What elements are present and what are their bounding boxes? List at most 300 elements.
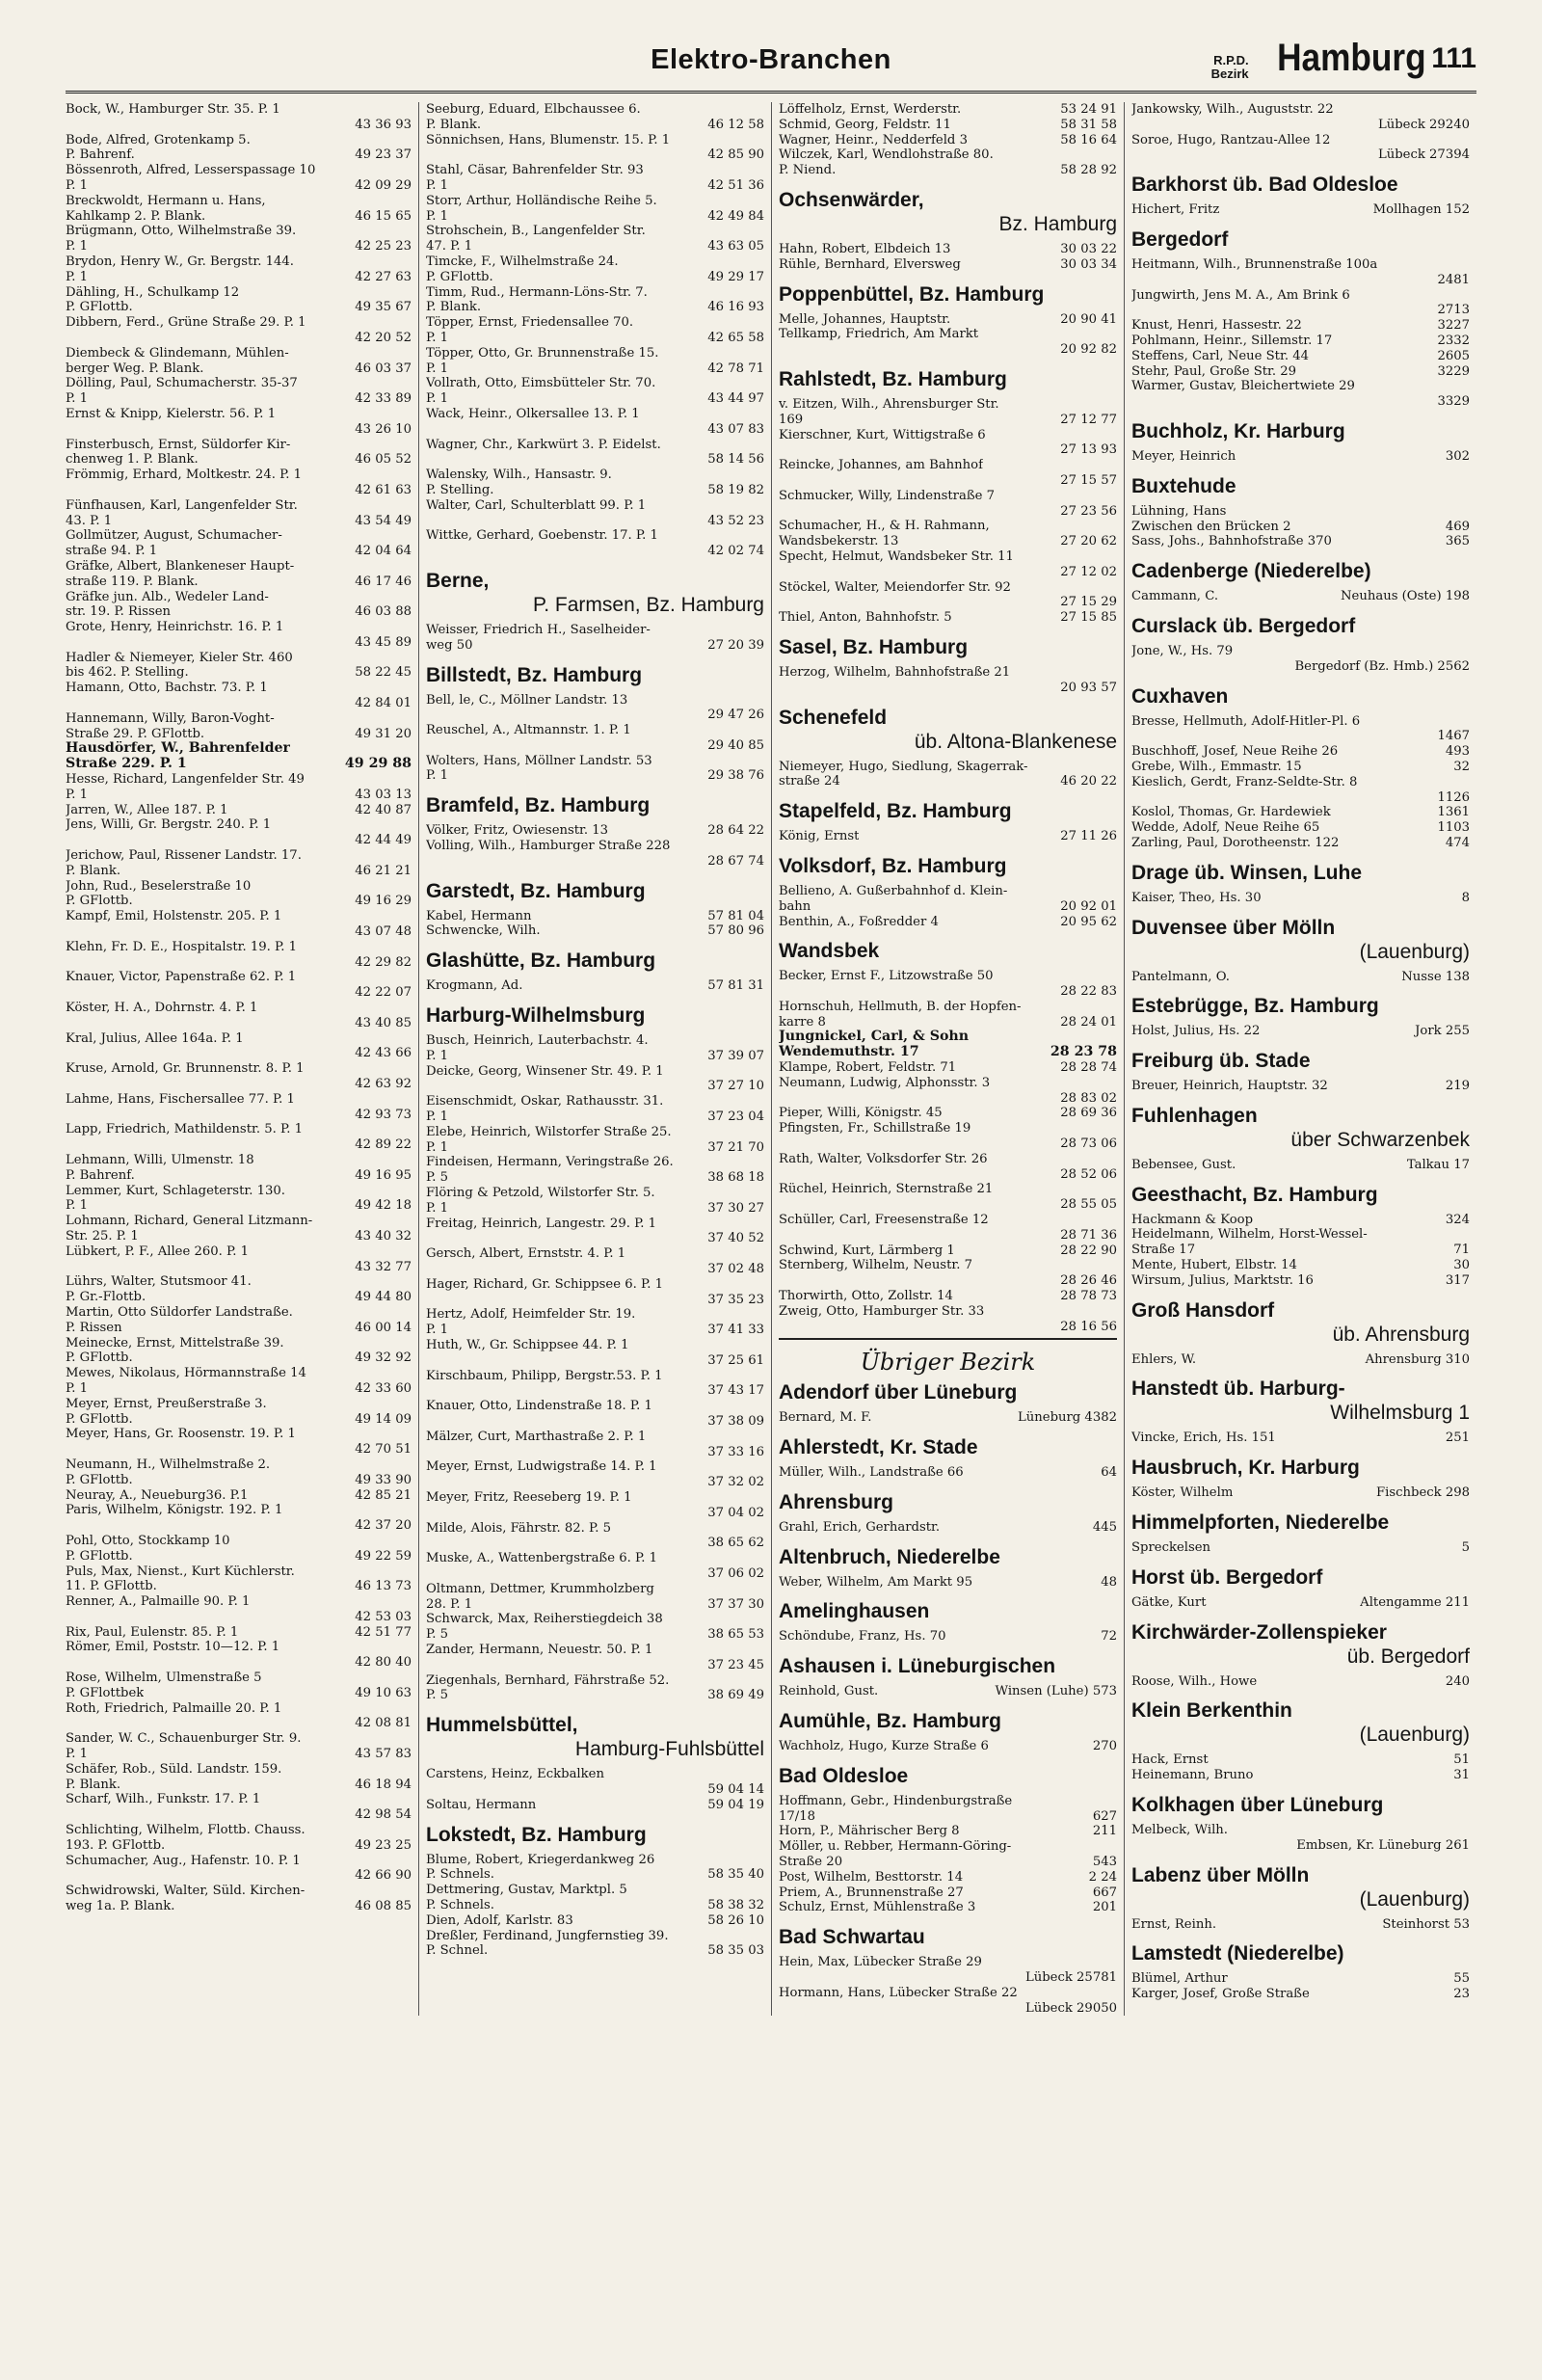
entry-line — [426, 1688, 764, 1703]
entry-text: Roth, Friedrich, Palmaille 20. P. 1 — [66, 1700, 282, 1716]
entry-line — [426, 1459, 764, 1475]
entry-line — [426, 422, 764, 438]
entry-text: Storr, Arthur, Holländische Reihe 5. — [426, 193, 657, 208]
rpd-text: R.P.D. — [1213, 53, 1249, 67]
locality-heading — [426, 663, 764, 687]
entry-text: Dölling, Paul, Schumacherstr. 35-37 — [66, 376, 298, 391]
entry-text: Dreßler, Ferdinand, Jungfernstieg 39. — [426, 1928, 669, 1943]
entry-text: P. Blank. — [426, 117, 482, 132]
entry-text: Seeburg, Eduard, Elbchaussee 6. — [426, 102, 641, 117]
locality-name: Garstedt, Bz. Hamburg — [426, 879, 646, 902]
directory-entry — [426, 254, 764, 285]
directory-entry — [1131, 820, 1470, 836]
phone-number: 46 03 88 — [355, 604, 412, 620]
entry-text: Meinecke, Ernst, Mittelstraße 39. — [66, 1335, 284, 1350]
entry-line — [66, 285, 412, 301]
directory-column — [1124, 102, 1476, 2016]
locality-heading — [779, 1545, 1117, 1569]
phone-number: 42 40 87 — [355, 802, 412, 817]
entry-line — [779, 1684, 1117, 1699]
phone-number: 46 18 94 — [355, 1777, 412, 1792]
entry-line — [1131, 118, 1470, 133]
entry-line — [779, 1030, 1117, 1045]
directory-entry — [779, 760, 1117, 790]
entry-line — [779, 1629, 1117, 1645]
entry-line — [66, 1229, 412, 1244]
entry-line — [779, 681, 1117, 696]
locality-name: Estebrügge, Bz. Hamburg — [1131, 995, 1379, 1018]
locality-heading — [1131, 1377, 1470, 1425]
directory-entry — [426, 163, 764, 194]
directory-entry — [1131, 133, 1470, 164]
entry-text: Brydon, Henry W., Gr. Bergstr. 144. — [66, 254, 294, 269]
directory-entry — [426, 224, 764, 254]
entry-text: Vincke, Erich, Hs. 151 — [1131, 1431, 1276, 1446]
locality-heading — [779, 1764, 1117, 1788]
entry-text: Heinemann, Bruno — [1131, 1768, 1254, 1783]
entry-line — [426, 909, 764, 924]
entry-text: Hamann, Otto, Bachstr. 73. P. 1 — [66, 681, 268, 696]
entry-text: Melle, Johannes, Hauptstr. — [779, 311, 951, 327]
entry-line — [66, 468, 412, 483]
phone-number: 27 15 57 — [1060, 472, 1117, 488]
entry-line — [1131, 504, 1470, 520]
entry-text: Milde, Alois, Fährstr. 82. P. 5 — [426, 1520, 611, 1536]
entry-text: Jone, W., Hs. 79 — [1131, 643, 1234, 658]
directory-entry — [779, 1824, 1117, 1839]
phone-number: 270 — [1092, 1739, 1117, 1753]
directory-entry — [779, 915, 1117, 930]
locality-heading — [1131, 1565, 1470, 1590]
entry-line — [779, 1091, 1117, 1107]
phone-number: 49 32 92 — [355, 1350, 412, 1366]
directory-entry — [779, 1684, 1117, 1699]
phone-number: Ahrensburg 310 — [1365, 1351, 1470, 1367]
entry-text: Lührs, Walter, Stutsmoor 41. — [66, 1274, 252, 1290]
entry-line — [66, 1001, 412, 1016]
entry-text: Soltau, Hermann — [426, 1797, 537, 1812]
entry-line — [426, 1597, 764, 1613]
entry-line — [66, 376, 412, 391]
directory-entry — [66, 315, 412, 346]
entry-text: Niemeyer, Hugo, Siedlung, Skagerrak- — [779, 759, 1028, 774]
directory-entry — [66, 1503, 412, 1534]
directory-entry — [66, 1427, 412, 1457]
entry-text: Zwischen den Brücken 2 — [1131, 519, 1291, 534]
phone-number: 28 69 36 — [1060, 1106, 1117, 1121]
entry-line — [426, 438, 764, 453]
entry-line — [1131, 349, 1470, 364]
entry-text: Muske, A., Wattenbergstraße 6. P. 1 — [426, 1551, 657, 1566]
entry-text: Rix, Paul, Eulenstr. 85. P. 1 — [66, 1624, 239, 1640]
entry-text: Zweig, Otto, Hamburger Str. 33 — [779, 1303, 985, 1319]
locality-subline: (Lauenburg) — [1359, 1887, 1470, 1911]
directory-entry — [779, 1739, 1117, 1754]
directory-entry — [66, 1305, 412, 1336]
entry-line — [1131, 1752, 1470, 1768]
entry-text: Priem, A., Brunnenstraße 27 — [779, 1885, 964, 1900]
locality-heading — [779, 1380, 1117, 1404]
entry-line — [66, 178, 412, 194]
directory-entry — [779, 969, 1117, 1000]
phone-number: 211 — [1092, 1824, 1117, 1839]
directory-entry — [779, 1520, 1117, 1536]
entry-text: 28. P. 1 — [426, 1596, 473, 1612]
entry-line — [426, 1155, 764, 1170]
entry-text: Pantelmann, O. — [1131, 969, 1230, 984]
phone-number: Winsen (Luhe) 573 — [995, 1684, 1117, 1699]
entry-line — [779, 1575, 1117, 1591]
entry-text: Hager, Richard, Gr. Schippsee 6. P. 1 — [426, 1276, 663, 1292]
phone-number: 42 49 84 — [707, 208, 764, 224]
entry-text: Kampf, Emil, Holstenstr. 205. P. 1 — [66, 909, 282, 924]
locality-name: Kirchwärder-Zollenspieker — [1131, 1620, 1387, 1644]
directory-entry — [426, 1521, 764, 1552]
entry-text: Hoffmann, Gebr., Hindenburgstraße — [779, 1793, 1013, 1808]
entry-line — [66, 254, 412, 270]
phone-number: 43 32 77 — [355, 1259, 412, 1274]
entry-line — [426, 1293, 764, 1308]
entry-line — [66, 1640, 412, 1655]
entry-line — [1131, 1971, 1470, 1987]
directory-entry — [1131, 805, 1470, 820]
entry-line — [66, 407, 412, 422]
phone-number: 37 33 16 — [707, 1444, 764, 1459]
entry-line — [1131, 1917, 1470, 1933]
entry-line — [66, 1762, 412, 1778]
directory-entry — [66, 407, 412, 438]
entry-line — [779, 595, 1117, 610]
phone-number: 49 10 63 — [355, 1685, 412, 1700]
locality-heading — [1131, 1511, 1470, 1535]
entry-line — [779, 1320, 1117, 1335]
entry-text: P. Schnel. — [426, 1943, 489, 1959]
entry-line — [66, 209, 412, 225]
entry-line — [66, 1305, 412, 1321]
entry-line — [1131, 379, 1470, 394]
locality-name: Wandsbek — [779, 940, 880, 963]
entry-text: P. 1 — [426, 1139, 448, 1155]
directory-entry — [426, 1643, 764, 1673]
directory-entry — [1131, 334, 1470, 349]
phone-number: 42 65 58 — [707, 330, 764, 345]
entry-line — [426, 239, 764, 254]
entry-text: Elebe, Heinrich, Wilstorfer Straße 25. — [426, 1124, 672, 1139]
entry-line — [1131, 1273, 1470, 1289]
entry-text: Köster, H. A., Dohrnstr. 4. P. 1 — [66, 1001, 258, 1016]
entry-text: P. GFlottb. — [66, 1411, 133, 1427]
entry-text: P. Rissen — [66, 1320, 122, 1335]
directory-entry — [66, 102, 412, 133]
entry-text: 17/18 — [779, 1808, 816, 1824]
directory-entry — [779, 884, 1117, 915]
directory-entry — [66, 879, 412, 910]
directory-entry — [779, 1258, 1117, 1289]
entry-text: Pfingsten, Fr., Schillstraße 19 — [779, 1121, 971, 1137]
locality-heading — [1131, 1698, 1470, 1747]
phone-number: 46 00 14 — [355, 1320, 412, 1335]
entry-line — [426, 1627, 764, 1643]
phone-number: 49 23 25 — [355, 1837, 412, 1853]
locality-heading — [1131, 1104, 1470, 1152]
phone-number: Nusse 138 — [1401, 969, 1470, 984]
entry-text: Schöndube, Franz, Hs. 70 — [779, 1629, 946, 1645]
entry-line — [1131, 318, 1470, 334]
entry-text: Mälzer, Curt, Marthastraße 2. P. 1 — [426, 1429, 647, 1444]
entry-text: P. 1 — [426, 208, 448, 224]
entry-line — [66, 757, 412, 772]
entry-line — [426, 723, 764, 738]
entry-line — [426, 224, 764, 239]
entry-line — [66, 1838, 412, 1854]
entry-text: Gräfke jun. Alb., Wedeler Land- — [66, 589, 269, 604]
phone-number: 59 04 19 — [707, 1797, 764, 1812]
entry-line — [1131, 891, 1470, 906]
entry-text: Mente, Hubert, Elbstr. 14 — [1131, 1258, 1297, 1273]
directory-entry — [426, 839, 764, 869]
directory-entry — [66, 1731, 412, 1762]
section-title: Elektro-Branchen — [651, 44, 891, 75]
phone-number: 27 20 39 — [707, 637, 764, 653]
entry-line — [426, 768, 764, 784]
entry-line — [1131, 534, 1470, 549]
directory-entry — [426, 1399, 764, 1430]
entry-line — [66, 727, 412, 742]
entry-line — [426, 1110, 764, 1125]
entry-text: Wack, Heinr., Ölkersallee 13. P. 1 — [426, 406, 640, 421]
entry-line — [1131, 1595, 1470, 1611]
entry-line — [66, 1427, 412, 1442]
locality-heading — [779, 706, 1117, 754]
phone-number: 37 40 52 — [707, 1231, 764, 1246]
phone-number: 28 24 01 — [1060, 1014, 1117, 1030]
entry-line — [66, 118, 412, 133]
phone-number: 58 35 40 — [707, 1867, 764, 1883]
directory-entry — [426, 407, 764, 438]
phone-number: 57 81 31 — [707, 978, 764, 994]
entry-text: 11. P. GFlottb. — [66, 1579, 157, 1594]
locality-heading — [426, 949, 764, 973]
phone-number: 58 19 82 — [707, 482, 764, 497]
entry-text: Specht, Helmut, Wandsbeker Str. 11 — [779, 548, 1014, 564]
entry-line — [426, 1140, 764, 1156]
entry-line — [66, 1518, 412, 1534]
entry-text: P. 5 — [426, 1688, 448, 1703]
entry-line — [66, 1823, 412, 1838]
entry-line — [66, 788, 412, 803]
phone-number: 42 25 23 — [355, 239, 412, 254]
entry-line — [66, 955, 412, 971]
directory-entry — [66, 285, 412, 316]
directory-entry — [1131, 1917, 1470, 1933]
locality-heading — [779, 1599, 1117, 1623]
locality-heading — [1131, 861, 1470, 885]
entry-text: König, Ernst — [779, 829, 860, 844]
entry-text: Hadler & Niemeyer, Kieler Str. 460 — [66, 650, 293, 665]
directory-entry — [779, 257, 1117, 273]
entry-line — [66, 681, 412, 696]
directory-entry — [426, 1582, 764, 1613]
entry-line — [426, 1582, 764, 1597]
phone-number: 71 — [1453, 1243, 1470, 1258]
entry-line — [426, 1767, 764, 1782]
directory-entry — [1131, 836, 1470, 851]
entry-text: Bernard, M. F. — [779, 1410, 872, 1426]
directory-entry — [66, 1625, 412, 1641]
entry-line — [66, 620, 412, 635]
entry-line — [779, 163, 1117, 178]
entry-line — [66, 438, 412, 453]
entry-line — [66, 817, 412, 833]
entry-line — [426, 361, 764, 377]
entry-text: Walensky, Wilh., Hansastr. 9. — [426, 468, 612, 483]
phone-number: 1126 — [1437, 789, 1470, 805]
directory-entry — [426, 1430, 764, 1460]
entry-text: Becker, Ernst F., Litzowstraße 50 — [779, 969, 994, 984]
phone-number: 53 24 91 — [1060, 102, 1117, 117]
phone-number: 57 80 96 — [707, 923, 764, 939]
entry-text: Freitag, Heinrich, Langestr. 29. P. 1 — [426, 1216, 657, 1231]
entry-line — [66, 803, 412, 818]
phone-number: 37 35 23 — [707, 1292, 764, 1307]
directory-entry — [426, 1155, 764, 1186]
locality-heading — [426, 879, 764, 903]
phone-number: 20 92 82 — [1060, 342, 1117, 358]
locality-heading — [1131, 1456, 1470, 1480]
entry-line — [66, 1092, 412, 1108]
entry-line — [66, 1153, 412, 1168]
directory-entry — [779, 549, 1117, 580]
entry-text: Gätke, Kurt — [1131, 1594, 1207, 1610]
locality-name: Geesthacht, Bz. Hamburg — [1131, 1183, 1378, 1206]
phone-number: Neuhaus (Oste) 198 — [1341, 589, 1470, 604]
entry-line — [426, 623, 764, 638]
phone-number: 493 — [1445, 744, 1470, 760]
entry-text: Martin, Otto Süldorfer Landstraße. — [66, 1304, 293, 1320]
locality-heading — [779, 635, 1117, 659]
entry-line — [426, 1566, 764, 1582]
entry-text: Kruse, Arnold, Gr. Brunnenstr. 8. P. 1 — [66, 1061, 305, 1077]
locality-name: Hausbruch, Kr. Harburg — [1131, 1457, 1360, 1480]
page-number: 111 — [1431, 42, 1476, 74]
phone-number: 20 95 62 — [1060, 914, 1117, 929]
phone-number: 43 03 13 — [355, 787, 412, 802]
entry-text: Weisser, Friedrich H., Saselheider- — [426, 622, 651, 637]
entry-line — [779, 1970, 1117, 1986]
directory-entry — [66, 1594, 412, 1625]
locality-name: Billstedt, Bz. Hamburg — [426, 663, 643, 686]
entry-line — [66, 1594, 412, 1610]
phone-number: 43 07 83 — [707, 421, 764, 437]
entry-line — [779, 257, 1117, 273]
locality-name: Labenz über Mölln — [1131, 1863, 1310, 1886]
phone-number: 28 23 78 — [1050, 1045, 1117, 1060]
phone-number: 43 52 23 — [707, 513, 764, 528]
directory-entry — [779, 1030, 1117, 1060]
entry-text: Meyer, Heinrich — [1131, 448, 1236, 464]
entry-text: Hichert, Fritz — [1131, 202, 1220, 218]
entry-text: Reincke, Johannes, am Bahnhof — [779, 458, 983, 473]
directory-entry — [66, 803, 412, 818]
entry-text: Möller, u. Rebber, Hermann-Göring- — [779, 1839, 1012, 1855]
entry-text: Lahme, Hans, Fischersallee 77. P. 1 — [66, 1091, 295, 1107]
entry-text: P. GFlottb. — [66, 300, 133, 315]
locality-name: Freiburg üb. Stade — [1131, 1050, 1311, 1073]
entry-line — [66, 1137, 412, 1153]
phone-number: 46 15 65 — [355, 208, 412, 224]
directory-entry — [66, 620, 412, 651]
entry-text: Neuray, A., Neueburg36. P.1 — [66, 1487, 249, 1503]
entry-text: Straße 229. P. 1 — [66, 757, 187, 772]
entry-text: P. Niend. — [779, 163, 837, 178]
directory-entry — [779, 519, 1117, 549]
entry-text: Hormann, Hans, Lübecker Straße 22 — [779, 1985, 1018, 2000]
entry-line — [779, 884, 1117, 899]
entry-line — [1131, 714, 1470, 730]
phone-number: 43 45 89 — [355, 634, 412, 650]
entry-line — [426, 1186, 764, 1201]
entry-text: Lapp, Friedrich, Mathildenstr. 5. P. 1 — [66, 1122, 303, 1137]
locality-heading — [426, 569, 764, 617]
entry-line — [779, 1121, 1117, 1137]
locality-name: Glashütte, Bz. Hamburg — [426, 949, 656, 973]
directory-entry — [66, 1640, 412, 1671]
entry-text: Straße 17 — [1131, 1243, 1196, 1258]
entry-line — [779, 397, 1117, 413]
entry-line — [779, 969, 1117, 984]
locality-heading — [779, 282, 1117, 307]
entry-line — [66, 1503, 412, 1518]
entry-line — [426, 147, 764, 163]
directory-entry — [66, 1214, 412, 1244]
entry-line — [779, 1243, 1117, 1259]
phone-number: 43 40 85 — [355, 1015, 412, 1030]
entry-line — [779, 984, 1117, 1000]
directory-entry — [1131, 379, 1470, 410]
phone-number: 201 — [1092, 1900, 1117, 1915]
directory-entry — [426, 1125, 764, 1156]
entry-line — [66, 1549, 412, 1564]
phone-number: 42 84 01 — [355, 696, 412, 711]
entry-line — [1131, 449, 1470, 465]
entry-line — [426, 1536, 764, 1551]
phone-number: 43 07 48 — [355, 924, 412, 940]
entry-line — [426, 1883, 764, 1898]
phone-number: 543 — [1092, 1854, 1117, 1869]
directory-entry — [779, 1106, 1117, 1121]
entry-text: Ernst, Reinh. — [1131, 1916, 1217, 1932]
directory-entry — [66, 848, 412, 879]
phone-number: 37 37 30 — [707, 1596, 764, 1612]
phone-number: 2 24 — [1088, 1869, 1117, 1885]
directory-entry — [779, 1000, 1117, 1030]
entry-line — [66, 848, 412, 864]
entry-line — [426, 693, 764, 709]
entry-line — [66, 1792, 412, 1807]
directory-entry — [1131, 1213, 1470, 1228]
entry-line — [779, 1885, 1117, 1901]
entry-line — [779, 2001, 1117, 2017]
entry-line — [779, 1520, 1117, 1536]
entry-text: Thorwirth, Otto, Zollstr. 14 — [779, 1289, 953, 1304]
entry-text: Puls, Max, Nienst., Kurt Küchlerstr. — [66, 1564, 295, 1579]
entry-line — [66, 1061, 412, 1077]
entry-line — [426, 118, 764, 133]
entry-text: Zarling, Paul, Dorotheenstr. 122 — [1131, 835, 1340, 850]
phone-number: 49 31 20 — [355, 726, 412, 741]
entry-line — [66, 331, 412, 346]
entry-line — [66, 604, 412, 620]
